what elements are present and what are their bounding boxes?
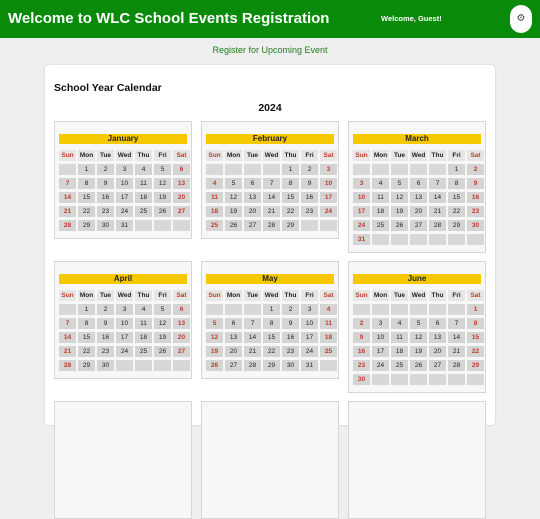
- day-cell[interactable]: 11: [135, 178, 152, 189]
- day-cell[interactable]: 27: [410, 220, 427, 231]
- day-cell[interactable]: 13: [173, 318, 190, 329]
- day-cell[interactable]: 8: [448, 178, 465, 189]
- empty-day-cell: [154, 220, 171, 231]
- day-cell[interactable]: 19: [391, 206, 408, 217]
- day-cell[interactable]: 31: [353, 234, 370, 245]
- weekday-header: Tue: [97, 290, 114, 301]
- day-cell[interactable]: 27: [429, 360, 446, 371]
- empty-day-cell: [391, 374, 408, 385]
- empty-day-cell: [173, 360, 190, 371]
- day-cell[interactable]: 19: [154, 192, 171, 203]
- weekday-header: Mon: [79, 292, 94, 299]
- day-cell[interactable]: 3: [372, 318, 389, 329]
- day-cell[interactable]: 27: [244, 220, 261, 231]
- day-cell[interactable]: 28: [263, 220, 280, 231]
- day-cell[interactable]: 2: [467, 164, 484, 175]
- day-cell[interactable]: 26: [391, 220, 408, 231]
- day-cell[interactable]: 12: [225, 192, 242, 203]
- day-cell[interactable]: 27: [173, 346, 190, 357]
- day-cell[interactable]: 21: [59, 206, 76, 217]
- day-cell[interactable]: 7: [59, 178, 76, 189]
- empty-day-cell: [410, 374, 427, 385]
- day-cell[interactable]: 24: [372, 360, 389, 371]
- day-cell[interactable]: 1: [282, 164, 299, 175]
- day-cell[interactable]: 23: [282, 346, 299, 357]
- empty-day-cell: [410, 234, 427, 245]
- day-cell[interactable]: 7: [429, 178, 446, 189]
- day-cell[interactable]: 15: [263, 332, 280, 343]
- day-cell[interactable]: 1: [263, 304, 280, 315]
- day-cell[interactable]: 15: [467, 332, 484, 343]
- gear-icon: ⚙: [516, 13, 526, 24]
- day-cell[interactable]: 11: [206, 192, 223, 203]
- day-cell[interactable]: 22: [263, 346, 280, 357]
- month-calendar: [54, 401, 192, 519]
- register-heading: Register for Upcoming Event: [212, 45, 328, 55]
- day-cell[interactable]: 2: [353, 318, 370, 329]
- day-cell[interactable]: 22: [467, 346, 484, 357]
- empty-day-cell: [353, 304, 370, 315]
- day-cell[interactable]: 27: [225, 360, 242, 371]
- day-cell[interactable]: 1: [78, 304, 95, 315]
- day-cell[interactable]: 23: [467, 206, 484, 217]
- weekday-header: Wed: [117, 292, 132, 299]
- day-cell[interactable]: 16: [353, 346, 370, 357]
- month-name: June: [353, 274, 481, 284]
- day-cell[interactable]: 28: [59, 220, 76, 231]
- day-cell[interactable]: 9: [97, 178, 114, 189]
- day-cell[interactable]: 20: [244, 206, 261, 217]
- empty-day-cell: [429, 374, 446, 385]
- day-cell[interactable]: 10: [320, 178, 337, 189]
- day-cell[interactable]: 17: [116, 192, 133, 203]
- weekday-header: Mon: [373, 292, 388, 299]
- empty-day-cell: [391, 234, 408, 245]
- weekday-header: Sun: [206, 290, 223, 301]
- day-cell[interactable]: 15: [78, 332, 95, 343]
- empty-day-cell: [372, 304, 389, 315]
- empty-day-cell: [448, 304, 465, 315]
- weekday-header: Tue: [391, 150, 408, 161]
- day-cell[interactable]: 30: [467, 220, 484, 231]
- day-cell[interactable]: 21: [244, 346, 261, 357]
- day-cell[interactable]: 21: [59, 346, 76, 357]
- day-cell[interactable]: 7: [59, 318, 76, 329]
- weekday-header: Wed: [411, 292, 426, 299]
- day-cell[interactable]: 28: [429, 220, 446, 231]
- day-cell[interactable]: 5: [225, 178, 242, 189]
- weekday-header: Thu: [282, 290, 299, 301]
- month-calendar: [54, 261, 192, 379]
- day-cell[interactable]: 6: [244, 178, 261, 189]
- day-cell[interactable]: 5: [391, 178, 408, 189]
- day-grid: [59, 150, 190, 231]
- empty-day-cell: [391, 164, 408, 175]
- empty-day-cell: [263, 164, 280, 175]
- day-cell[interactable]: 29: [448, 220, 465, 231]
- month-calendar: [54, 121, 192, 239]
- day-cell[interactable]: 14: [263, 192, 280, 203]
- day-cell[interactable]: 7: [244, 318, 261, 329]
- empty-day-cell: [154, 360, 171, 371]
- day-cell[interactable]: 3: [320, 164, 337, 175]
- day-cell[interactable]: 26: [225, 220, 242, 231]
- weekday-header: Thu: [135, 290, 152, 301]
- day-cell[interactable]: 4: [320, 304, 337, 315]
- day-cell[interactable]: 20: [173, 192, 190, 203]
- day-cell[interactable]: 28: [244, 360, 261, 371]
- day-cell[interactable]: 25: [391, 360, 408, 371]
- day-cell[interactable]: 4: [206, 178, 223, 189]
- empty-day-cell: [320, 220, 337, 231]
- day-cell[interactable]: 17: [320, 192, 337, 203]
- day-cell[interactable]: 12: [154, 318, 171, 329]
- day-cell[interactable]: 12: [410, 332, 427, 343]
- day-cell[interactable]: 11: [320, 318, 337, 329]
- day-cell[interactable]: 15: [78, 192, 95, 203]
- day-cell[interactable]: 21: [263, 206, 280, 217]
- day-cell[interactable]: 9: [97, 318, 114, 329]
- weekday-header: Fri: [448, 290, 465, 301]
- day-cell[interactable]: 10: [372, 332, 389, 343]
- settings-button[interactable]: [510, 5, 532, 33]
- day-cell[interactable]: 30: [282, 360, 299, 371]
- page-title: Welcome to WLC School Events Registration: [8, 10, 330, 27]
- month-name: April: [59, 274, 187, 284]
- day-cell[interactable]: 30: [97, 360, 114, 371]
- empty-day-cell: [244, 164, 261, 175]
- day-cell[interactable]: 8: [78, 318, 95, 329]
- day-cell[interactable]: 10: [116, 318, 133, 329]
- day-cell[interactable]: 3: [353, 178, 370, 189]
- empty-day-cell: [206, 164, 223, 175]
- empty-day-cell: [467, 374, 484, 385]
- empty-day-cell: [353, 164, 370, 175]
- day-cell[interactable]: 15: [448, 192, 465, 203]
- day-cell[interactable]: 22: [78, 346, 95, 357]
- weekday-header: Mon: [226, 292, 241, 299]
- day-cell[interactable]: 26: [154, 206, 171, 217]
- empty-day-cell: [225, 304, 242, 315]
- empty-day-cell: [135, 360, 152, 371]
- day-cell[interactable]: 25: [135, 346, 152, 357]
- day-cell[interactable]: 29: [467, 360, 484, 371]
- day-cell[interactable]: 2: [97, 164, 114, 175]
- day-cell[interactable]: 18: [391, 346, 408, 357]
- day-cell[interactable]: 13: [410, 192, 427, 203]
- weekday-header: Sat: [320, 290, 337, 301]
- weekday-header: Tue: [244, 150, 261, 161]
- day-cell[interactable]: 15: [282, 192, 299, 203]
- day-grid: [206, 290, 337, 371]
- empty-day-cell: [448, 374, 465, 385]
- day-cell[interactable]: 6: [429, 318, 446, 329]
- empty-day-cell: [59, 304, 76, 315]
- day-cell[interactable]: 13: [429, 332, 446, 343]
- calendar-card: [45, 65, 495, 425]
- app-header: [0, 0, 540, 38]
- day-cell[interactable]: 17: [116, 332, 133, 343]
- empty-day-cell: [410, 164, 427, 175]
- day-cell[interactable]: 1: [448, 164, 465, 175]
- day-cell[interactable]: 3: [116, 164, 133, 175]
- weekday-header: Sun: [59, 150, 76, 161]
- day-cell[interactable]: 5: [206, 318, 223, 329]
- day-cell[interactable]: 14: [59, 332, 76, 343]
- day-cell[interactable]: 25: [372, 220, 389, 231]
- day-cell[interactable]: 11: [135, 318, 152, 329]
- day-cell[interactable]: 17: [372, 346, 389, 357]
- month-name: January: [59, 134, 187, 144]
- day-cell[interactable]: 31: [301, 360, 318, 371]
- day-cell[interactable]: 20: [173, 332, 190, 343]
- month-calendar: [348, 401, 486, 519]
- month-name: February: [206, 134, 334, 144]
- day-cell[interactable]: 30: [97, 220, 114, 231]
- day-grid: [59, 290, 190, 371]
- empty-day-cell: [372, 164, 389, 175]
- day-cell[interactable]: 9: [467, 178, 484, 189]
- welcome-text: Welcome, Guest!: [381, 14, 442, 23]
- day-cell[interactable]: 9: [353, 332, 370, 343]
- day-cell[interactable]: 9: [301, 178, 318, 189]
- weekday-header: Tue: [97, 150, 114, 161]
- day-cell[interactable]: 14: [429, 192, 446, 203]
- day-cell[interactable]: 3: [116, 304, 133, 315]
- day-cell[interactable]: 18: [372, 206, 389, 217]
- day-cell[interactable]: 16: [97, 332, 114, 343]
- day-cell[interactable]: 3: [301, 304, 318, 315]
- empty-day-cell: [391, 304, 408, 315]
- empty-day-cell: [467, 234, 484, 245]
- day-cell[interactable]: 11: [391, 332, 408, 343]
- day-cell[interactable]: 24: [353, 220, 370, 231]
- day-cell[interactable]: 21: [448, 346, 465, 357]
- day-cell[interactable]: 27: [173, 206, 190, 217]
- day-grid: [353, 290, 484, 385]
- day-cell[interactable]: 12: [206, 332, 223, 343]
- empty-day-cell: [59, 164, 76, 175]
- empty-day-cell: [429, 234, 446, 245]
- day-cell[interactable]: 26: [410, 360, 427, 371]
- day-cell[interactable]: 10: [301, 318, 318, 329]
- day-cell[interactable]: 9: [282, 318, 299, 329]
- day-cell[interactable]: 18: [320, 332, 337, 343]
- day-cell[interactable]: 6: [173, 304, 190, 315]
- day-cell[interactable]: 10: [116, 178, 133, 189]
- day-cell[interactable]: 8: [467, 318, 484, 329]
- day-cell[interactable]: 7: [448, 318, 465, 329]
- day-cell[interactable]: 1: [467, 304, 484, 315]
- empty-day-cell: [372, 234, 389, 245]
- weekday-header: Fri: [301, 150, 318, 161]
- day-cell[interactable]: 21: [429, 206, 446, 217]
- weekday-header: Wed: [411, 152, 426, 159]
- month-calendar: [201, 401, 339, 519]
- calendar-year: 2024: [258, 102, 282, 114]
- empty-day-cell: [206, 304, 223, 315]
- day-cell[interactable]: 4: [135, 164, 152, 175]
- day-cell[interactable]: 5: [410, 318, 427, 329]
- day-cell[interactable]: 11: [372, 192, 389, 203]
- day-cell[interactable]: 6: [410, 178, 427, 189]
- weekday-header: Sat: [320, 150, 337, 161]
- empty-day-cell: [429, 304, 446, 315]
- month-calendar: [348, 261, 486, 393]
- day-cell[interactable]: 8: [263, 318, 280, 329]
- weekday-header: Mon: [373, 152, 388, 159]
- month-name: March: [353, 134, 481, 144]
- empty-day-cell: [225, 164, 242, 175]
- day-cell[interactable]: 8: [78, 178, 95, 189]
- weekday-header: Mon: [79, 152, 94, 159]
- day-cell[interactable]: 28: [59, 360, 76, 371]
- day-cell[interactable]: 1: [78, 164, 95, 175]
- weekday-header: Wed: [117, 152, 132, 159]
- day-cell[interactable]: 18: [135, 192, 152, 203]
- weekday-header: Fri: [154, 290, 171, 301]
- weekday-header: Sat: [467, 290, 484, 301]
- day-cell[interactable]: 20: [429, 346, 446, 357]
- day-cell[interactable]: 29: [78, 360, 95, 371]
- day-cell[interactable]: 8: [282, 178, 299, 189]
- day-cell[interactable]: 24: [301, 346, 318, 357]
- weekday-header: Tue: [244, 290, 261, 301]
- day-cell[interactable]: 5: [154, 164, 171, 175]
- day-cell[interactable]: 26: [206, 360, 223, 371]
- empty-day-cell: [244, 304, 261, 315]
- day-cell[interactable]: 6: [225, 318, 242, 329]
- month-calendar: [201, 261, 339, 379]
- weekday-header: Sat: [173, 290, 190, 301]
- day-cell[interactable]: 19: [206, 346, 223, 357]
- day-cell[interactable]: 24: [116, 346, 133, 357]
- weekday-header: Wed: [264, 152, 279, 159]
- day-cell[interactable]: 18: [135, 332, 152, 343]
- day-cell[interactable]: 25: [320, 346, 337, 357]
- day-cell[interactable]: 13: [173, 178, 190, 189]
- weekday-header: Mon: [226, 152, 241, 159]
- empty-day-cell: [135, 220, 152, 231]
- day-cell[interactable]: 18: [206, 206, 223, 217]
- day-grid: [206, 150, 337, 231]
- weekday-header: Thu: [429, 150, 446, 161]
- day-cell[interactable]: 17: [301, 332, 318, 343]
- day-cell[interactable]: 10: [353, 192, 370, 203]
- day-cell[interactable]: 23: [97, 346, 114, 357]
- day-cell[interactable]: 22: [448, 206, 465, 217]
- day-cell[interactable]: 5: [154, 304, 171, 315]
- day-cell[interactable]: 20: [410, 206, 427, 217]
- weekday-header: Fri: [448, 150, 465, 161]
- weekday-header: Sat: [173, 150, 190, 161]
- day-cell[interactable]: 2: [97, 304, 114, 315]
- weekday-header: Fri: [154, 150, 171, 161]
- day-cell[interactable]: 22: [78, 206, 95, 217]
- day-cell[interactable]: 16: [467, 192, 484, 203]
- empty-day-cell: [116, 360, 133, 371]
- day-cell[interactable]: 16: [301, 192, 318, 203]
- day-cell[interactable]: 19: [154, 332, 171, 343]
- day-cell[interactable]: 13: [244, 192, 261, 203]
- empty-day-cell: [429, 164, 446, 175]
- day-cell[interactable]: 31: [116, 220, 133, 231]
- weekday-header: Tue: [391, 290, 408, 301]
- weekday-header: Sat: [467, 150, 484, 161]
- day-cell[interactable]: 16: [97, 192, 114, 203]
- month-name: May: [206, 274, 334, 284]
- day-cell[interactable]: 19: [225, 206, 242, 217]
- weekday-header: Thu: [282, 150, 299, 161]
- month-calendar: [201, 121, 339, 239]
- day-cell[interactable]: 14: [244, 332, 261, 343]
- day-cell[interactable]: 12: [154, 178, 171, 189]
- weekday-header: Thu: [429, 290, 446, 301]
- day-cell[interactable]: 29: [263, 360, 280, 371]
- day-cell[interactable]: 26: [154, 346, 171, 357]
- weekday-header: Wed: [264, 292, 279, 299]
- day-cell[interactable]: 23: [97, 206, 114, 217]
- day-cell[interactable]: 23: [353, 360, 370, 371]
- day-cell[interactable]: 19: [410, 346, 427, 357]
- calendar-title: School Year Calendar: [54, 82, 162, 94]
- day-cell[interactable]: 4: [372, 178, 389, 189]
- weekday-header: Sun: [353, 290, 370, 301]
- day-cell[interactable]: 28: [448, 360, 465, 371]
- day-cell[interactable]: 29: [78, 220, 95, 231]
- empty-day-cell: [448, 234, 465, 245]
- empty-day-cell: [320, 360, 337, 371]
- month-calendar: [348, 121, 486, 253]
- day-cell[interactable]: 16: [282, 332, 299, 343]
- weekday-header: Sun: [206, 150, 223, 161]
- day-cell[interactable]: 22: [282, 206, 299, 217]
- day-cell[interactable]: 25: [135, 206, 152, 217]
- empty-day-cell: [410, 304, 427, 315]
- day-cell[interactable]: 29: [282, 220, 299, 231]
- day-grid: [353, 150, 484, 245]
- day-cell[interactable]: 14: [448, 332, 465, 343]
- day-cell[interactable]: 23: [301, 206, 318, 217]
- day-cell[interactable]: 24: [116, 206, 133, 217]
- day-cell[interactable]: 4: [135, 304, 152, 315]
- day-cell[interactable]: 20: [225, 346, 242, 357]
- day-cell[interactable]: 14: [59, 192, 76, 203]
- day-cell[interactable]: 17: [353, 206, 370, 217]
- day-cell[interactable]: 6: [173, 164, 190, 175]
- day-cell[interactable]: 7: [263, 178, 280, 189]
- weekday-header: Thu: [135, 150, 152, 161]
- day-cell[interactable]: 4: [391, 318, 408, 329]
- day-cell[interactable]: 13: [225, 332, 242, 343]
- day-cell[interactable]: 2: [301, 164, 318, 175]
- day-cell[interactable]: 25: [206, 220, 223, 231]
- day-cell[interactable]: 24: [320, 206, 337, 217]
- weekday-header: Sun: [353, 150, 370, 161]
- day-cell[interactable]: 12: [391, 192, 408, 203]
- empty-day-cell: [301, 220, 318, 231]
- empty-day-cell: [372, 374, 389, 385]
- weekday-header: Fri: [301, 290, 318, 301]
- day-cell[interactable]: 2: [282, 304, 299, 315]
- empty-day-cell: [173, 220, 190, 231]
- day-cell[interactable]: 30: [353, 374, 370, 385]
- weekday-header: Sun: [59, 290, 76, 301]
